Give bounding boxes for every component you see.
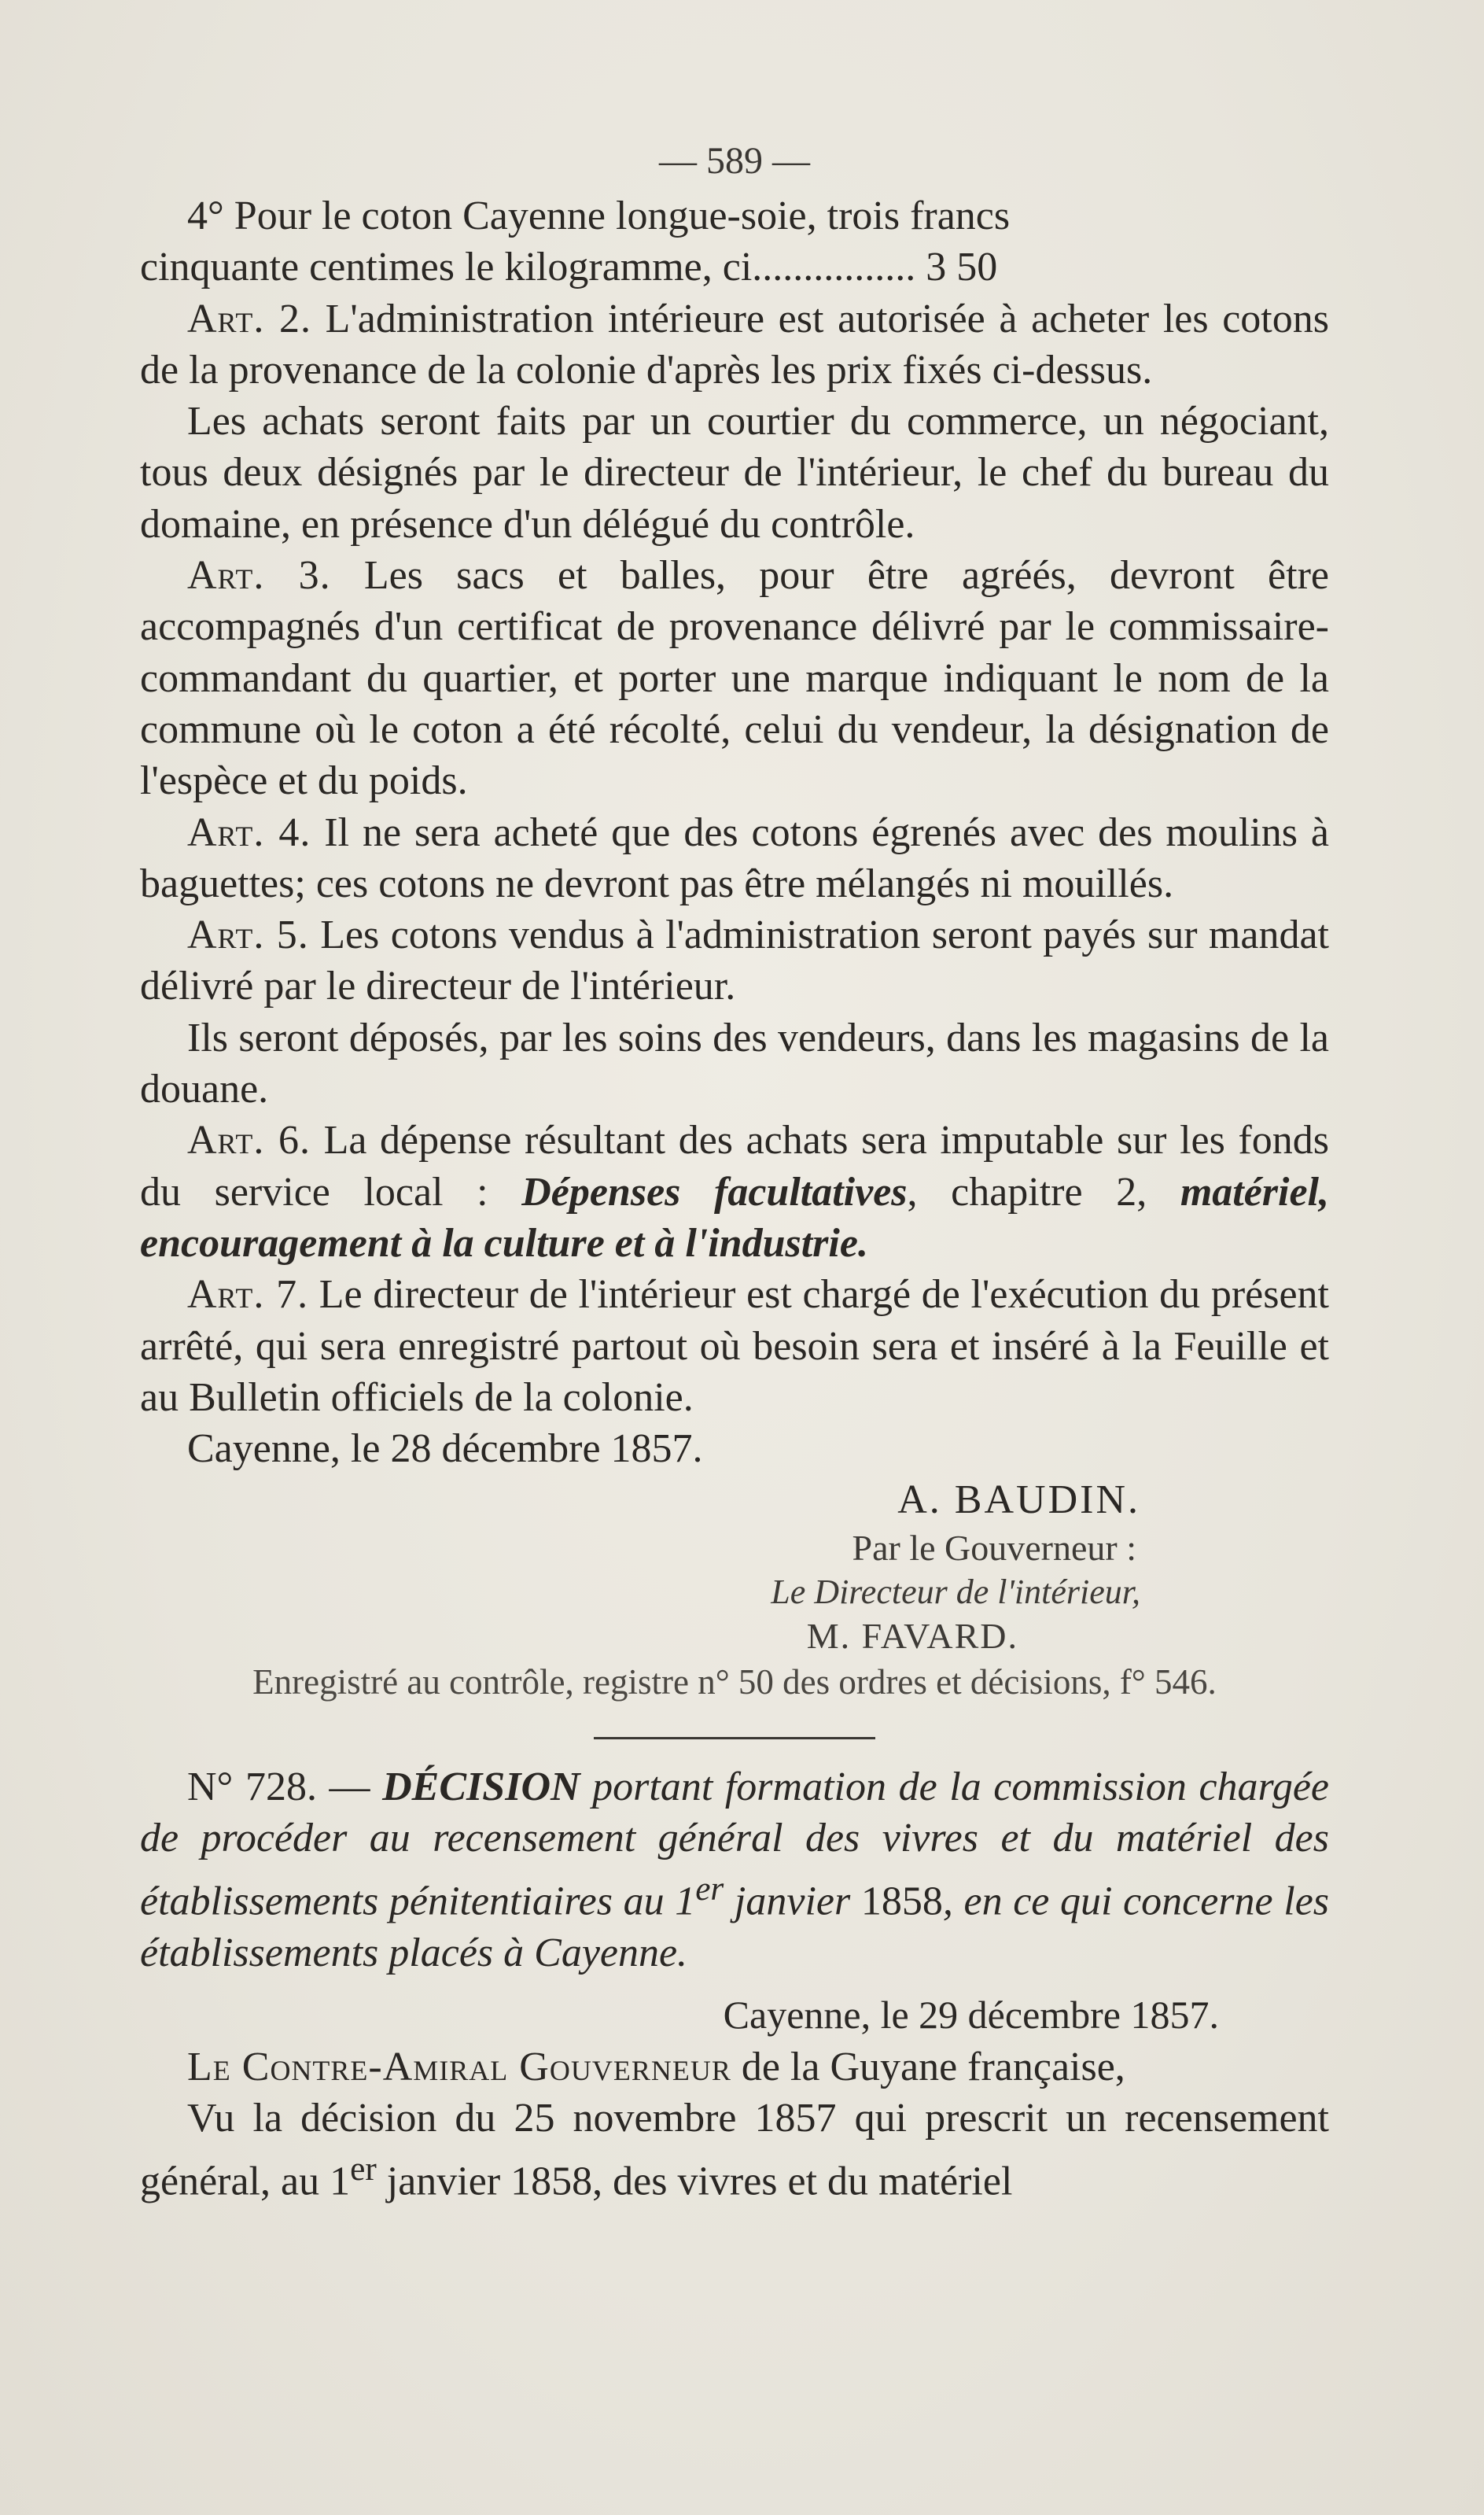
date-line-2: Cayenne, le 29 décembre 1857. — [723, 1993, 1219, 2037]
page-number: — 589 — — [659, 140, 810, 182]
article-3 — [140, 550, 1329, 806]
text-line-2: cinquante centimes le kilogramme, ci................ 3 50 — [140, 245, 998, 290]
price-line-coton-longue-soie — [140, 190, 1329, 293]
decision-title-b: janvier — [724, 1879, 861, 1924]
article-4 — [140, 807, 1329, 910]
signature-favard: M. FAVARD. — [806, 1615, 1018, 1656]
article-4-label: Art. 4. — [187, 809, 311, 855]
paragraph-deposes: Ils seront déposés, par les soins des vendeurs, dans les magasins de la douane. — [140, 1015, 1329, 1112]
article-5-text: Les cotons vendus à l'administration seront payés sur mandat délivré par le directeur de l'intérieur. — [140, 913, 1329, 1009]
article-6-label: Art. 6. — [187, 1118, 311, 1163]
article-3-text: Les sacs et balles, pour être agréés, devront être accompagnés d'un certificat de provenance délivré par le commissaire-commandant du quartier, et porter une marque indiquant le nom de la commune où le coton a été récolté, celui du vendeur, la désignation de l'espèce et du poids. — [140, 553, 1329, 804]
decision-year: 1858 — [860, 1879, 943, 1924]
decision-number: N° 728. — — [187, 1764, 383, 1809]
registration-note: Enregistré au contrôle, registre n° 50 des ordres et décisions, f° 546. — [252, 1661, 1217, 1702]
article-7-label: Art. 7. — [187, 1272, 309, 1318]
vu-text-b: janvier 1858, des vivres et du matériel — [376, 2159, 1013, 2204]
contre-amiral-title: Le Contre-Amiral Gouverneur — [187, 2044, 731, 2089]
vu-paragraph — [140, 2093, 1329, 2207]
paragraph-achats: Les achats seront faits par un courtier du commerce, un négociant, tous deux désignés par le directeur de l'intérieur, le chef du bureau du domaine, en présence d'un délégué du contrôle. — [140, 399, 1329, 547]
article-6 — [140, 1115, 1329, 1269]
article-6-italic-b: matériel, encouragement à la culture et à l'industrie. — [140, 1169, 1329, 1266]
contre-amiral-line — [140, 2041, 1329, 2093]
decision-sup-1: er — [695, 1870, 724, 1908]
contre-amiral-rest: de la Guyane française, — [731, 2044, 1125, 2089]
par-le-gouverneur: Par le Gouverneur : — [852, 1527, 1136, 1568]
vu-text-a: Vu la décision du 25 novembre 1857 qui prescrit un recensement général, au 1 — [140, 2095, 1329, 2204]
decision-heading — [140, 1761, 1329, 1979]
article-4-text: Il ne sera acheté que des cotons égrenés avec des moulins à baguettes; ces cotons ne devront pas être mélangés ni mouillés. — [140, 809, 1329, 906]
article-2-text: L'administration intérieure est autorisée à acheter les cotons de la provenance de la colonie d'après les prix fixés ci-dessus. — [140, 296, 1329, 393]
page-text — [140, 134, 1329, 2207]
signature-baudin: A. BAUDIN. — [897, 1477, 1140, 1523]
article-5-label: Art. 5. — [187, 913, 309, 958]
vu-sup: er — [350, 2150, 377, 2189]
article-2 — [140, 293, 1329, 396]
article-6-text-a: La dépense résultant des achats sera imputable sur les fonds du service local : — [140, 1118, 1329, 1215]
article-3-label: Art. 3. — [187, 553, 331, 599]
decision-title-a: portant formation de la commission chargée de procéder au recensement général des vivres et du matériel des établissements pénitentiaires au 1 — [140, 1764, 1329, 1924]
article-6-text-b: , chapitre 2, — [907, 1169, 1180, 1215]
article-7-text: Le directeur de l'intérieur est chargé de l'exécution du présent arrêté, qui sera enregistré partout où besoin sera et inséré à la Feuille et au Bulletin officiels de la colonie. — [140, 1272, 1329, 1420]
date-line-1: Cayenne, le 28 décembre 1857. — [187, 1426, 703, 1472]
article-2-label: Art. 2. — [187, 296, 312, 341]
article-7 — [140, 1269, 1329, 1423]
text-line-1: 4° Pour le coton Cayenne longue-soie, trois francs — [187, 194, 1011, 238]
section-divider — [594, 1737, 875, 1739]
directeur-interieur: Le Directeur de l'intérieur, — [771, 1572, 1140, 1611]
decision-title: DÉCISION — [382, 1764, 580, 1809]
article-6-italic-a: Dépenses facultatives — [521, 1169, 908, 1215]
decision-title-c: , en ce qui concerne les établissements placés à Cayenne. — [140, 1879, 1330, 1975]
article-5 — [140, 909, 1329, 1012]
